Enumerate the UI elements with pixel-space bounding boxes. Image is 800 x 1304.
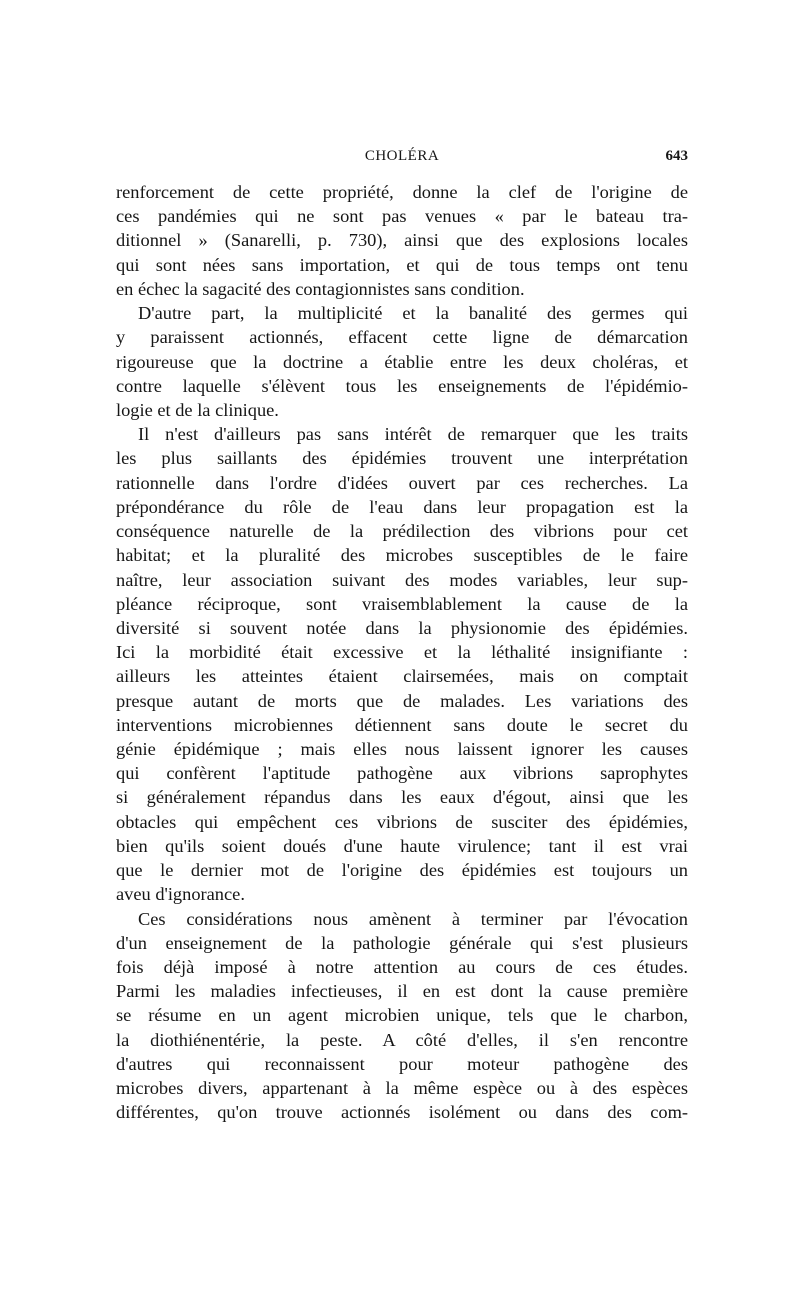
text-line: différentes, qu'on trouve actionnés isolément ou dans des com- — [116, 1102, 688, 1123]
text-line: renforcement de cette propriété, donne la clef de l'origine de — [116, 182, 688, 202]
text-line: Ces considérations nous amènent à terminer par l'évocation — [138, 908, 688, 929]
text-line: conséquence naturelle de la prédilection des vibrions pour cet — [116, 521, 688, 542]
text-line: Ici la morbidité était excessive et la léthalité insignifiante : — [116, 642, 688, 663]
text-line: les plus saillants des épidémies trouvent une interprétation — [116, 448, 688, 469]
text-line: Parmi les maladies infectieuses, il en est dont la cause première — [116, 981, 688, 1002]
text-line: se résume en un agent microbien unique, tels que le charbon, — [116, 1005, 688, 1026]
paragraph-3 — [116, 422, 688, 906]
text-line: bien qu'ils soient doués d'une haute virulence; tant il est vrai — [116, 835, 688, 856]
body-text — [116, 180, 688, 1125]
text-line: prépondérance du rôle de l'eau dans leur propagation est la — [116, 496, 688, 517]
text-line: contre laquelle s'élèvent tous les enseignements de l'épidémio- — [116, 375, 688, 396]
text-line: presque autant de morts que de malades. Les variations des — [116, 690, 688, 711]
text-line: qui confèrent l'aptitude pathogène aux vibrions saprophytes — [116, 763, 688, 784]
text-line: logie et de la clinique. — [116, 399, 279, 420]
text-line: microbes divers, appartenant à la même espèce ou à des espèces — [116, 1078, 688, 1099]
text-line: fois déjà imposé à notre attention au cours de ces études. — [116, 957, 688, 977]
paragraph-4 — [116, 907, 688, 1125]
text-line: Il n'est d'ailleurs pas sans intérêt de remarquer que les traits — [138, 424, 688, 445]
text-line: D'autre part, la multiplicité et la banalité des germes qui — [138, 303, 688, 324]
page-number: 643 — [665, 148, 688, 164]
text-line: interventions microbiennes détiennent sans doute le secret du — [116, 714, 688, 735]
paragraph-1 — [116, 180, 688, 301]
text-line: génie épidémique ; mais elles nous laissent ignorer les causes — [116, 739, 688, 760]
text-line: y paraissent actionnés, effacent cette ligne de démarcation — [116, 327, 688, 348]
text-line: ailleurs les atteintes étaient clairsemées, mais on comptait — [116, 666, 688, 687]
text-line: ces pandémies qui ne sont pas venues « par le bateau tra- — [116, 206, 688, 227]
paragraph-2 — [116, 301, 688, 422]
text-line: d'un enseignement de la pathologie générale qui s'est plusieurs — [116, 932, 688, 953]
text-line: rigoureuse que la doctrine a établie entre les deux choléras, et — [116, 351, 688, 372]
text-line: aveu d'ignorance. — [116, 884, 245, 905]
text-line: la diothiénentérie, la peste. A côté d'elles, il s'en rencontre — [116, 1029, 688, 1050]
text-line: d'autres qui reconnaissent pour moteur pathogène des — [116, 1053, 688, 1074]
running-title: CHOLÉRA — [364, 148, 440, 164]
text-line: si généralement répandus dans les eaux d'égout, ainsi que les — [116, 787, 688, 808]
text-line: naître, leur association suivant des modes variables, leur sup- — [116, 569, 688, 590]
text-line: rationnelle dans l'ordre d'idées ouvert par ces recherches. La — [116, 472, 688, 493]
running-head — [116, 148, 688, 170]
text-line: que le dernier mot de l'origine des épidémies est toujours un — [116, 860, 688, 881]
text-line: habitat; et la pluralité des microbes susceptibles de le faire — [116, 545, 688, 566]
text-line: qui sont nées sans importation, et qui de tous temps ont tenu — [116, 254, 688, 275]
text-line: diversité si souvent notée dans la physionomie des épidémies. — [116, 617, 688, 638]
text-line: obtacles qui empêchent ces vibrions de susciter des épidémies, — [116, 811, 688, 832]
text-line: pléance réciproque, sont vraisemblablement la cause de la — [116, 593, 688, 614]
text-line: en échec la sagacité des contagionnistes sans condition. — [116, 278, 525, 299]
text-line: ditionnel » (Sanarelli, p. 730), ainsi que des explosions locales — [116, 230, 688, 251]
